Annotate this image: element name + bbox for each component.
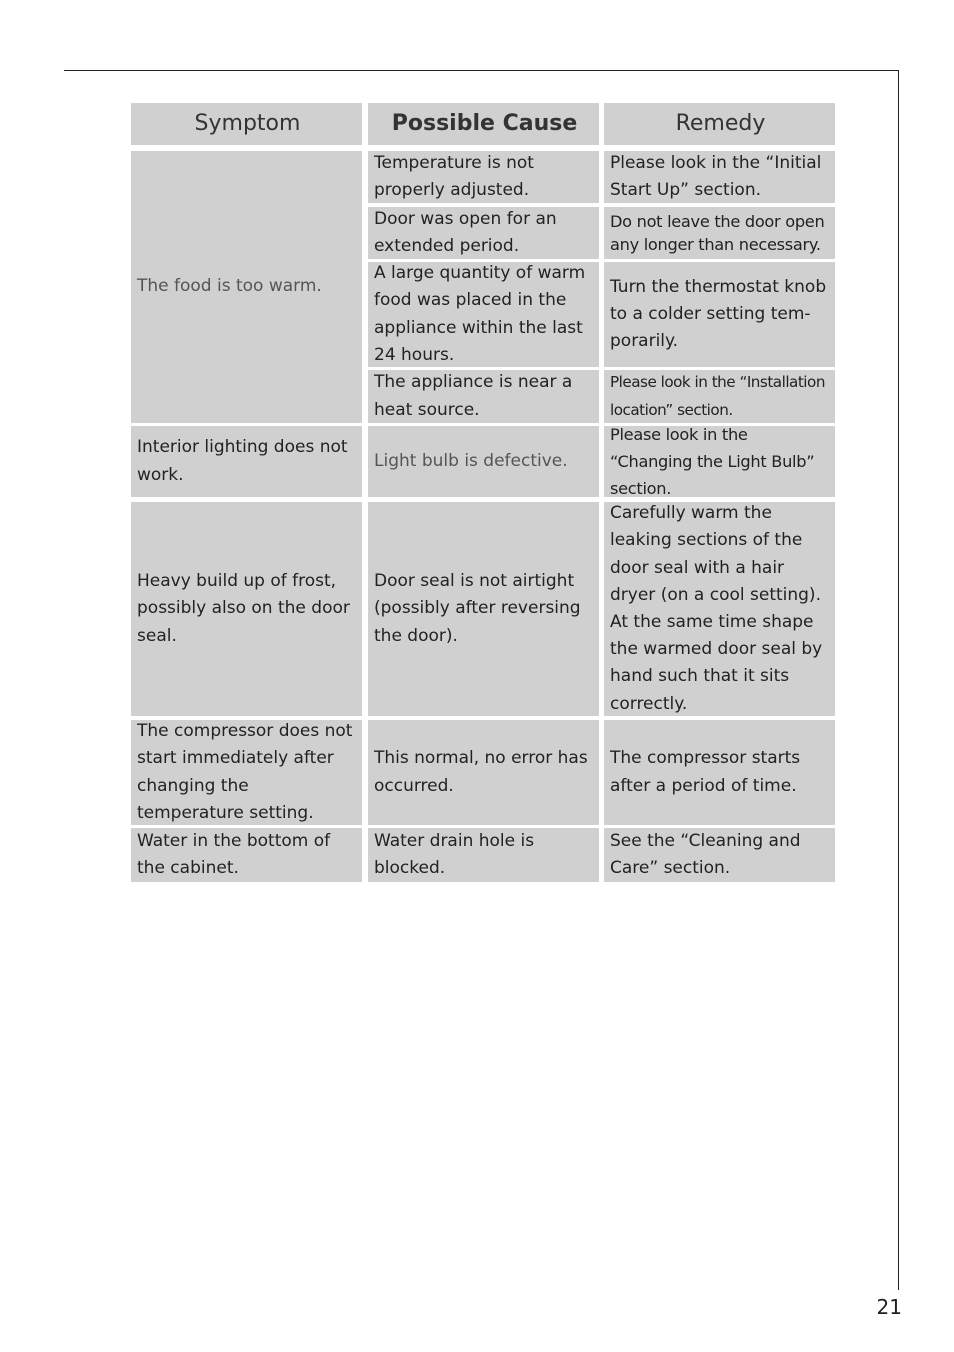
cause-temperature-not-adjusted: [368, 151, 599, 203]
remedy-text: Please look in the “Initial Start Up” section.: [610, 152, 822, 200]
remedy-cleaning-care: [604, 828, 835, 882]
remedy-door-open: [604, 207, 835, 259]
cause-text: Water drain hole is blocked.: [374, 830, 535, 878]
symptom-food-too-warm: [131, 151, 362, 423]
cause-text: Door was open for an extended period.: [374, 208, 557, 256]
remedy-changing-light-bulb: [604, 426, 835, 497]
header-remedy: [604, 103, 835, 145]
remedy-text: Do not leave the door open any longer than necessary.: [610, 212, 825, 254]
cause-normal: [368, 720, 599, 825]
symptom-text: Water in the bottom of the cabinet.: [137, 830, 331, 878]
header-symptom: [131, 103, 362, 145]
remedy-text: Turn the thermostat knob to a colder setting tem-porarily.: [610, 276, 827, 352]
header-remedy-label: Remedy: [675, 111, 766, 137]
cause-drain-hole: [368, 828, 599, 882]
cause-text: Temperature is not properly adjusted.: [374, 152, 534, 200]
symptom-text: Heavy build up of frost, possibly also on the door seal.: [137, 571, 350, 646]
symptom-text: Interior lighting does not work.: [137, 437, 348, 485]
cause-heat-source: [368, 370, 599, 423]
remedy-thermostat: [604, 262, 835, 367]
cause-door-open: [368, 207, 599, 259]
right-rule: [898, 70, 899, 1290]
remedy-text: See the “Cleaning and Care” section.: [610, 830, 801, 878]
cause-warm-food: [368, 262, 599, 367]
top-rule: [64, 70, 899, 71]
header-symptom-label: Symptom: [194, 111, 301, 137]
cause-text: A large quantity of warm food was placed in the appliance within the last 24 hours.: [374, 263, 586, 365]
remedy-installation-location: [604, 370, 835, 423]
remedy-text: Please look in the “Changing the Light Bulb” section.: [610, 424, 815, 499]
page-number: 21: [876, 1295, 902, 1319]
remedy-compressor-starts: [604, 720, 835, 825]
symptom-text: The compressor does not start immediately after changing the temperature setting.: [137, 721, 353, 823]
symptom-text: The food is too warm.: [137, 276, 322, 297]
remedy-initial-start-up: [604, 151, 835, 203]
remedy-warm-door-seal: [604, 502, 835, 716]
cause-text: The appliance is near a heat source.: [374, 372, 573, 420]
symptom-compressor: [131, 720, 362, 825]
symptom-frost: [131, 502, 362, 716]
cause-light-bulb: [368, 426, 599, 497]
remedy-text: Please look in the “Installation location” section.: [610, 373, 825, 419]
symptom-interior-lighting: [131, 426, 362, 497]
symptom-water: [131, 828, 362, 882]
cause-text: This normal, no error has occurred.: [374, 748, 588, 796]
cause-text: Light bulb is defective.: [374, 450, 568, 471]
header-cause-label: Possible Cause: [391, 111, 578, 137]
cause-door-seal: [368, 502, 599, 716]
header-possible-cause: [368, 103, 599, 145]
remedy-text: Carefully warm the leaking sections of the door seal with a hair dryer (on a cool setting). At the same time shape the warmed door seal by hand such that it sits correctly.: [610, 503, 823, 714]
remedy-text: The compressor starts after a period of time.: [610, 748, 801, 796]
cause-text: Door seal is not airtight (possibly after reversing the door).: [374, 571, 581, 646]
